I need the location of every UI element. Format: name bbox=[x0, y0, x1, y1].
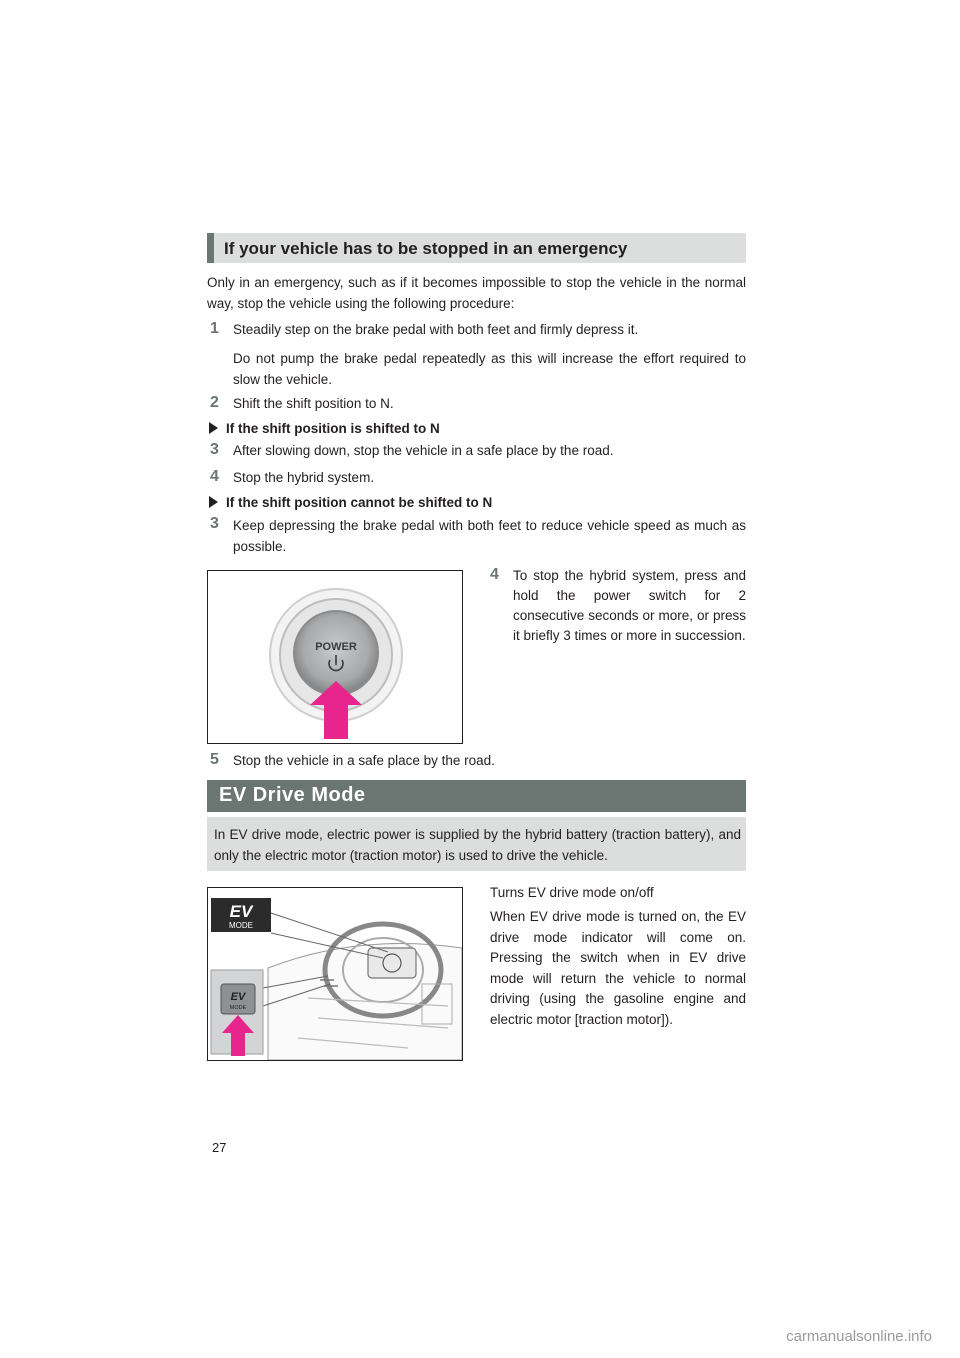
step-text: To stop the hybrid system, press and hold the power switch for 2 consecutive seconds or more, or press it briefly 3 times or more in succession. bbox=[513, 568, 746, 643]
step-text: Shift the shift position to N. bbox=[233, 396, 394, 411]
step-text: Keep depressing the brake pedal with both feet to reduce vehicle speed as much as possible. bbox=[233, 518, 746, 554]
ev-intro-box bbox=[207, 817, 746, 871]
svg-text:MODE: MODE bbox=[229, 1005, 247, 1011]
step-text: Steadily step on the brake pedal with both feet and firmly depress it. bbox=[233, 322, 639, 337]
ev-drive-mode-title: EV Drive Mode bbox=[219, 784, 366, 806]
intro-text: Only in an emergency, such as if it becomes impossible to stop the vehicle in the normal way, stop the vehicle using the following procedure: bbox=[207, 275, 746, 311]
case-heading bbox=[209, 495, 492, 510]
section-header-emergency bbox=[207, 233, 746, 263]
page-number: 27 bbox=[212, 1140, 227, 1155]
power-switch-figure bbox=[207, 570, 463, 744]
ev-mode-figure bbox=[207, 887, 463, 1061]
step-number: 5 bbox=[210, 751, 219, 768]
ev-intro-text: In EV drive mode, electric power is supplied by the hybrid battery (traction battery), and only the electric motor (traction motor) is used to drive the vehicle. bbox=[214, 827, 741, 863]
svg-text:EV: EV bbox=[230, 991, 246, 1003]
triangle-bullet-icon bbox=[209, 422, 218, 434]
svg-text:MODE: MODE bbox=[229, 921, 253, 930]
triangle-bullet-icon bbox=[209, 496, 218, 508]
power-button-label: POWER bbox=[315, 641, 357, 653]
step-number: 3 bbox=[210, 515, 219, 532]
ev-description: When EV drive mode is turned on, the EV drive mode indicator will come on. Pressing the switch when in EV drive mode will return the vehicle to normal driving (using the gasoline engine and electric motor [traction motor]). bbox=[490, 909, 746, 1027]
case-title: If the shift position cannot be shifted to N bbox=[226, 495, 493, 510]
power-switch-illustration bbox=[208, 571, 462, 743]
ev-mode-indicator-icon bbox=[211, 898, 271, 932]
step-note: Do not pump the brake pedal repeatedly as this will increase the effort required to slow the vehicle. bbox=[233, 351, 746, 387]
ev-mode-illustration bbox=[208, 888, 462, 1060]
step-number: 4 bbox=[210, 468, 219, 485]
ev-caption: Turns EV drive mode on/off bbox=[490, 885, 654, 900]
header-accent-bar bbox=[207, 233, 214, 263]
watermark: carmanualsonline.info bbox=[786, 1328, 932, 1345]
step-number: 2 bbox=[210, 394, 219, 411]
section-title: If your vehicle has to be stopped in an emergency bbox=[224, 239, 628, 258]
ev-drive-mode-title-bar bbox=[207, 780, 746, 812]
step-number: 1 bbox=[210, 320, 219, 337]
step-number: 3 bbox=[210, 441, 219, 458]
step-text: After slowing down, stop the vehicle in a safe place by the road. bbox=[233, 443, 614, 458]
case-heading bbox=[209, 421, 440, 436]
step-number: 4 bbox=[490, 566, 499, 583]
svg-text:EV: EV bbox=[229, 902, 253, 921]
step-text: Stop the hybrid system. bbox=[233, 470, 375, 485]
step-text: Stop the vehicle in a safe place by the road. bbox=[233, 753, 495, 768]
case-title: If the shift position is shifted to N bbox=[226, 421, 440, 436]
